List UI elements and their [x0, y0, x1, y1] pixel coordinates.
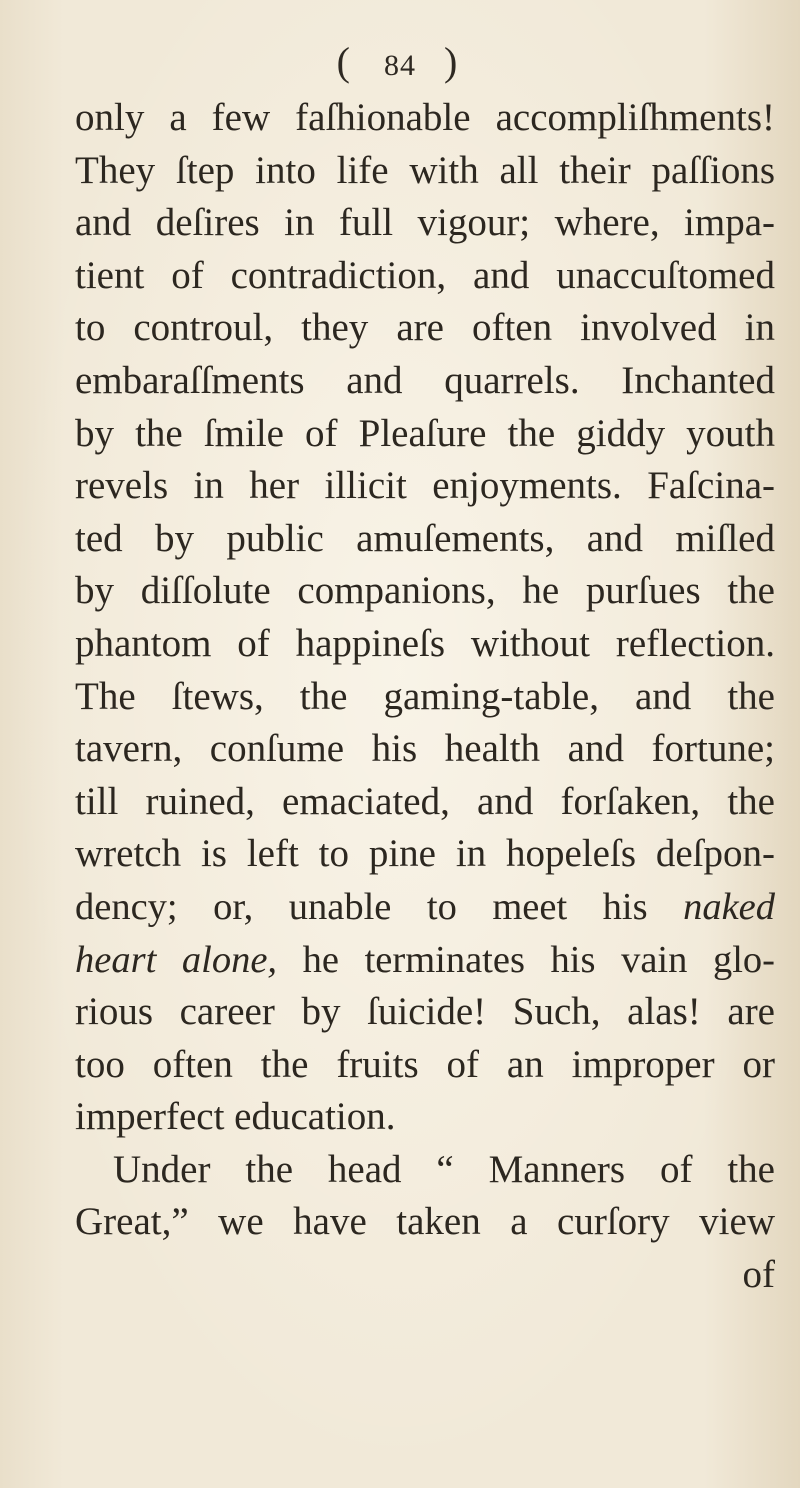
text-line-3: and deſires in full vigour; where, impa- [75, 201, 775, 245]
close-paren: ) [444, 39, 464, 84]
text-line-4: tient of contradiction, and unaccuſtomed [75, 253, 775, 297]
text-line-11: phantom of happineſs without reflection. [75, 621, 775, 665]
text-line-8: revels in her illicit enjoyments. Faſcina- [75, 464, 775, 508]
text-line-6: embaraſſments and quarrels. Inchanted [75, 358, 775, 402]
page-number: 84 [384, 49, 416, 82]
italic-heart-alone: heart alone, [75, 938, 278, 981]
text-line-13: tavern, conſume his health and fortune; [75, 727, 775, 771]
text-line-16 [75, 881, 775, 934]
text-line-17 [75, 934, 775, 987]
text-line-7: by the ſmile of Pleaſure the giddy youth [75, 411, 775, 455]
text-line-15: wretch is left to pine in hopeleſs deſpon- [75, 832, 775, 876]
text-line-10: by diſſolute companions, he purſues the [75, 569, 775, 613]
text-line-22: Great,” we have taken a curſory view [75, 1200, 775, 1244]
text-line-12: The ſtews, the gaming-table, and the [75, 674, 775, 718]
text-line-1: only a few faſhionable accompliſhments! [75, 96, 775, 139]
italic-naked: naked [683, 885, 775, 928]
text-line-14: till ruined, emaciated, and forſaken, the [75, 779, 775, 823]
text-line-2: They ſtep into life with all their paſſions [75, 148, 775, 192]
text-line-17-roman: he terminates his vain glo- [302, 938, 775, 981]
text-line-19: too often the fruits of an improper or [75, 1042, 775, 1086]
text-line-18: rious career by ſuicide! Such, alas! are [75, 990, 775, 1034]
body-text [75, 92, 775, 1302]
catchword: of [742, 1253, 775, 1297]
text-line-20: imperfect education. [75, 1095, 396, 1139]
text-line-9: ted by public amuſements, and miſled [75, 516, 775, 560]
text-line-21: Under the head “ Manners of the [113, 1147, 775, 1191]
text-line-16-roman: dency; or, unable to meet his [75, 885, 648, 928]
open-paren: ( [336, 39, 356, 84]
text-line-5: to controul, they are often involved in [75, 306, 775, 350]
page-header [0, 38, 800, 85]
